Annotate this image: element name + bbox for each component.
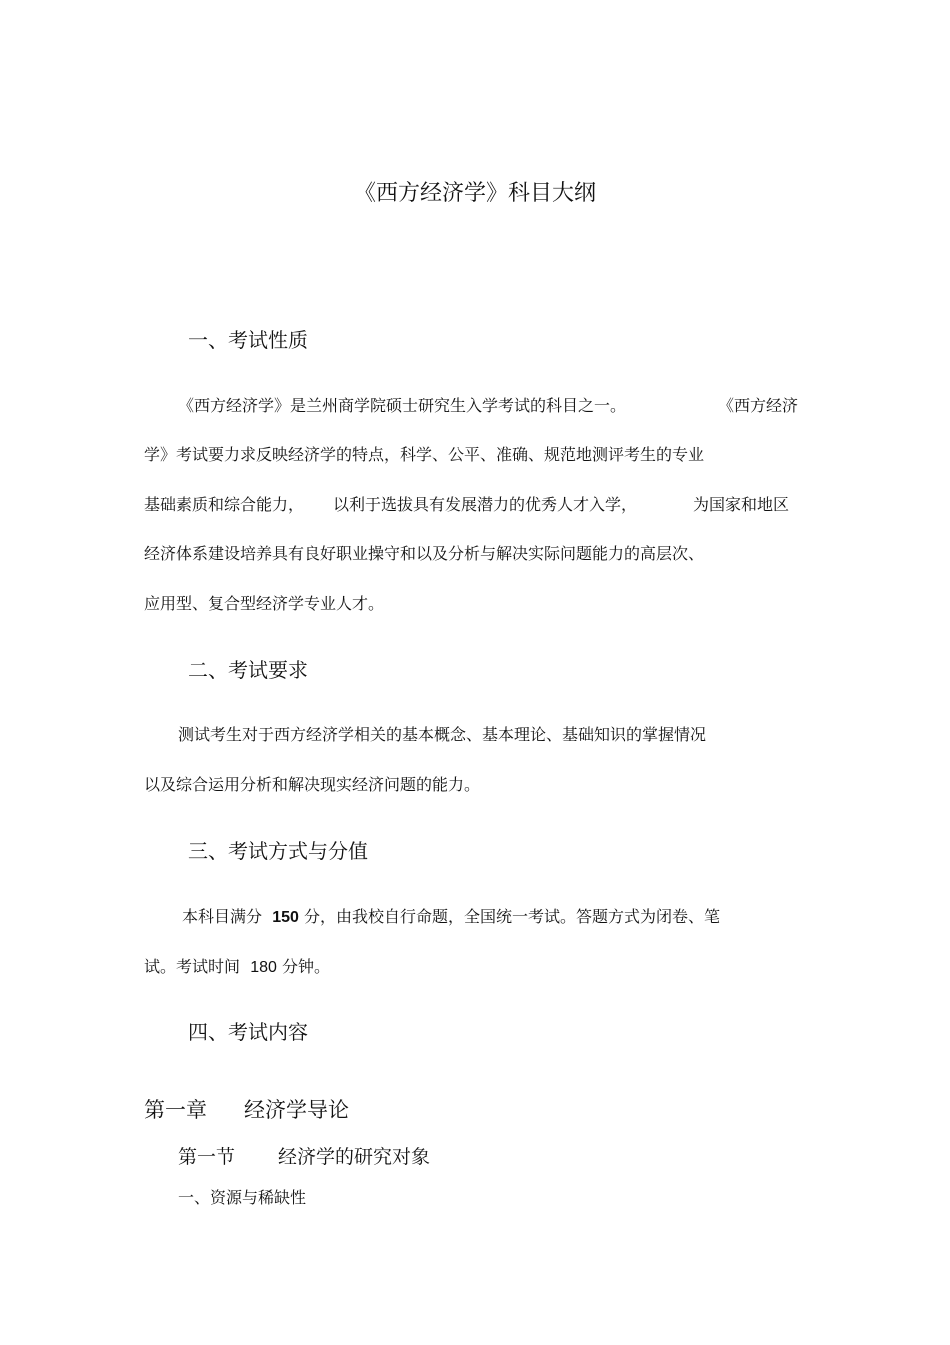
subsection-title: 一、资源与稀缺性 [178,1188,307,1207]
paragraph-line: 测试考生对于西方经济学相关的基本概念、基本理论、基础知识的掌握情况 [178,725,707,744]
paragraph-line: 为国家和地区 [693,495,790,514]
text-fragment: 分钟。 [281,957,330,976]
duration-value: 180 [250,959,277,976]
paragraph-line: 以利于选拔具有发展潜力的优秀人才入学， [333,495,638,514]
section-number: 第一节 [178,1146,236,1168]
paragraph-line: 以及综合运用分析和解决现实经济问题的能力。 [144,775,481,794]
paragraph-line: 《西方经济 [718,396,799,415]
paragraph-line [144,954,330,977]
section-heading-method: 三、考试方式与分值 [188,839,368,863]
section-heading-requirements: 二、考试要求 [188,658,308,682]
text-fragment: 本科目满分 [182,907,263,926]
text-fragment: 分，由我校自行命题，全国统一考试。答题方式为闭卷、笔 [303,907,720,926]
section-heading-nature: 一、考试性质 [188,328,308,352]
full-score-value: 150 [272,909,299,926]
paragraph-line: 经济体系建设培养具有良好职业操守和以及分析与解决实际问题能力的高层次、 [144,544,705,563]
paragraph-line: 学》考试要力求反映经济学的特点，科学、公平、准确、规范地测评考生的专业 [144,445,705,464]
section-heading-content: 四、考试内容 [188,1020,308,1044]
chapter-title: 经济学导论 [244,1098,349,1122]
paragraph-line: 《西方经济学》是兰州商学院硕士研究生入学考试的科目之一。 [178,396,627,415]
paragraph-line [182,904,720,927]
paragraph-line: 应用型、复合型经济学专业人才。 [144,594,385,613]
chapter-number: 第一章 [144,1098,207,1122]
text-fragment: 试。考试时间 [144,957,241,976]
paragraph-line: 基础素质和综合能力， [144,495,305,514]
document-title: 《西方经济学》科目大纲 [353,181,596,206]
section-title: 经济学的研究对象 [278,1146,431,1168]
